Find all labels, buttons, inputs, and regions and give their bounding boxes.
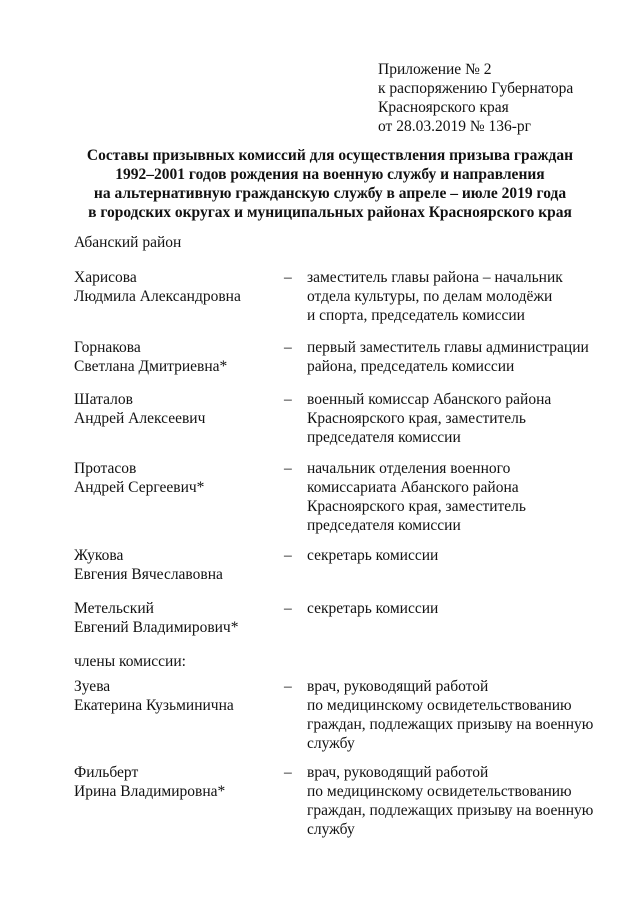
role-line: района, председатель комиссии bbox=[307, 358, 515, 375]
role-line: по медицинскому освидетельствованию bbox=[307, 783, 572, 800]
dash-separator: – bbox=[284, 764, 292, 781]
appendix-line: от 28.03.2019 № 136-рг bbox=[378, 118, 532, 135]
title-line: 1992–2001 годов рождения на военную службу и направления bbox=[115, 166, 545, 183]
member-surname: Харисова bbox=[74, 269, 137, 286]
role-line: граждан, подлежащих призыву на военную bbox=[307, 716, 594, 733]
member-surname: Метельский bbox=[74, 600, 154, 617]
member-role bbox=[307, 268, 607, 325]
appendix-line: Приложение № 2 bbox=[378, 61, 492, 78]
members-label: члены комиссии: bbox=[74, 653, 186, 670]
dash-separator: – bbox=[284, 547, 292, 564]
member-role bbox=[307, 599, 607, 618]
member-surname: Шаталов bbox=[74, 391, 133, 408]
district-heading: Абанский район bbox=[74, 234, 182, 251]
role-line: военный комиссар Абанского района bbox=[307, 391, 552, 408]
member-name bbox=[74, 599, 284, 637]
role-line: председателя комиссии bbox=[307, 517, 461, 534]
document-title bbox=[40, 146, 620, 222]
member-surname: Горнакова bbox=[74, 339, 141, 356]
member-name bbox=[74, 459, 284, 497]
dash-separator: – bbox=[284, 678, 292, 695]
member-surname: Фильберт bbox=[74, 764, 139, 781]
member-name bbox=[74, 390, 284, 428]
role-line: председателя комиссии bbox=[307, 429, 461, 446]
dash-separator: – bbox=[284, 391, 292, 408]
dash-separator: – bbox=[284, 269, 292, 286]
appendix-line: к распоряжению Губернатора bbox=[378, 80, 574, 97]
member-surname: Зуева bbox=[74, 678, 111, 695]
member-given-name: Ирина Владимировна* bbox=[74, 783, 226, 800]
member-role bbox=[307, 459, 607, 535]
title-line: на альтернативную гражданскую службу в апреле – июле 2019 года bbox=[93, 185, 567, 202]
role-line: и спорта, председатель комиссии bbox=[307, 307, 525, 324]
role-line: по медицинскому освидетельствованию bbox=[307, 697, 572, 714]
member-role bbox=[307, 390, 607, 447]
appendix-line: Красноярского края bbox=[378, 99, 509, 116]
member-given-name: Евгения Вячеславовна bbox=[74, 566, 223, 583]
dash-separator: – bbox=[284, 339, 292, 356]
role-line: врач, руководящий работой bbox=[307, 678, 489, 695]
member-surname: Жукова bbox=[74, 547, 124, 564]
dash-separator: – bbox=[284, 600, 292, 617]
member-given-name: Светлана Дмитриевна* bbox=[74, 358, 228, 375]
member-given-name: Андрей Сергеевич* bbox=[74, 479, 205, 496]
role-line: Красноярского края, заместитель bbox=[307, 498, 526, 515]
member-role bbox=[307, 677, 607, 753]
member-role bbox=[307, 546, 607, 565]
title-line: Составы призывных комиссий для осуществления призыва граждан bbox=[86, 147, 574, 164]
member-role bbox=[307, 338, 607, 376]
member-role bbox=[307, 763, 607, 839]
role-line: заместитель главы района – начальник bbox=[307, 269, 563, 286]
member-surname: Протасов bbox=[74, 460, 137, 477]
role-line: врач, руководящий работой bbox=[307, 764, 489, 781]
role-line: секретарь комиссии bbox=[307, 547, 439, 564]
role-line: службу bbox=[307, 821, 355, 838]
member-name bbox=[74, 268, 284, 306]
title-line: в городских округах и муниципальных районах Красноярского края bbox=[88, 204, 572, 221]
role-line: службу bbox=[307, 735, 355, 752]
role-line: начальник отделения военного bbox=[307, 460, 511, 477]
role-line: отдела культуры, по делам молодёжи bbox=[307, 288, 553, 305]
member-name bbox=[74, 763, 284, 801]
role-line: комиссариата Абанского района bbox=[307, 479, 519, 496]
member-name bbox=[74, 677, 284, 715]
member-name bbox=[74, 546, 284, 584]
member-given-name: Людмила Александровна bbox=[74, 288, 241, 305]
member-given-name: Екатерина Кузьминична bbox=[74, 697, 234, 714]
appendix-header bbox=[378, 60, 628, 136]
member-given-name: Евгений Владимирович* bbox=[74, 619, 239, 636]
dash-separator: – bbox=[284, 460, 292, 477]
role-line: граждан, подлежащих призыву на военную bbox=[307, 802, 594, 819]
role-line: секретарь комиссии bbox=[307, 600, 439, 617]
role-line: первый заместитель главы администрации bbox=[307, 339, 589, 356]
member-given-name: Андрей Алексеевич bbox=[74, 410, 206, 427]
member-name bbox=[74, 338, 284, 376]
role-line: Красноярского края, заместитель bbox=[307, 410, 526, 427]
